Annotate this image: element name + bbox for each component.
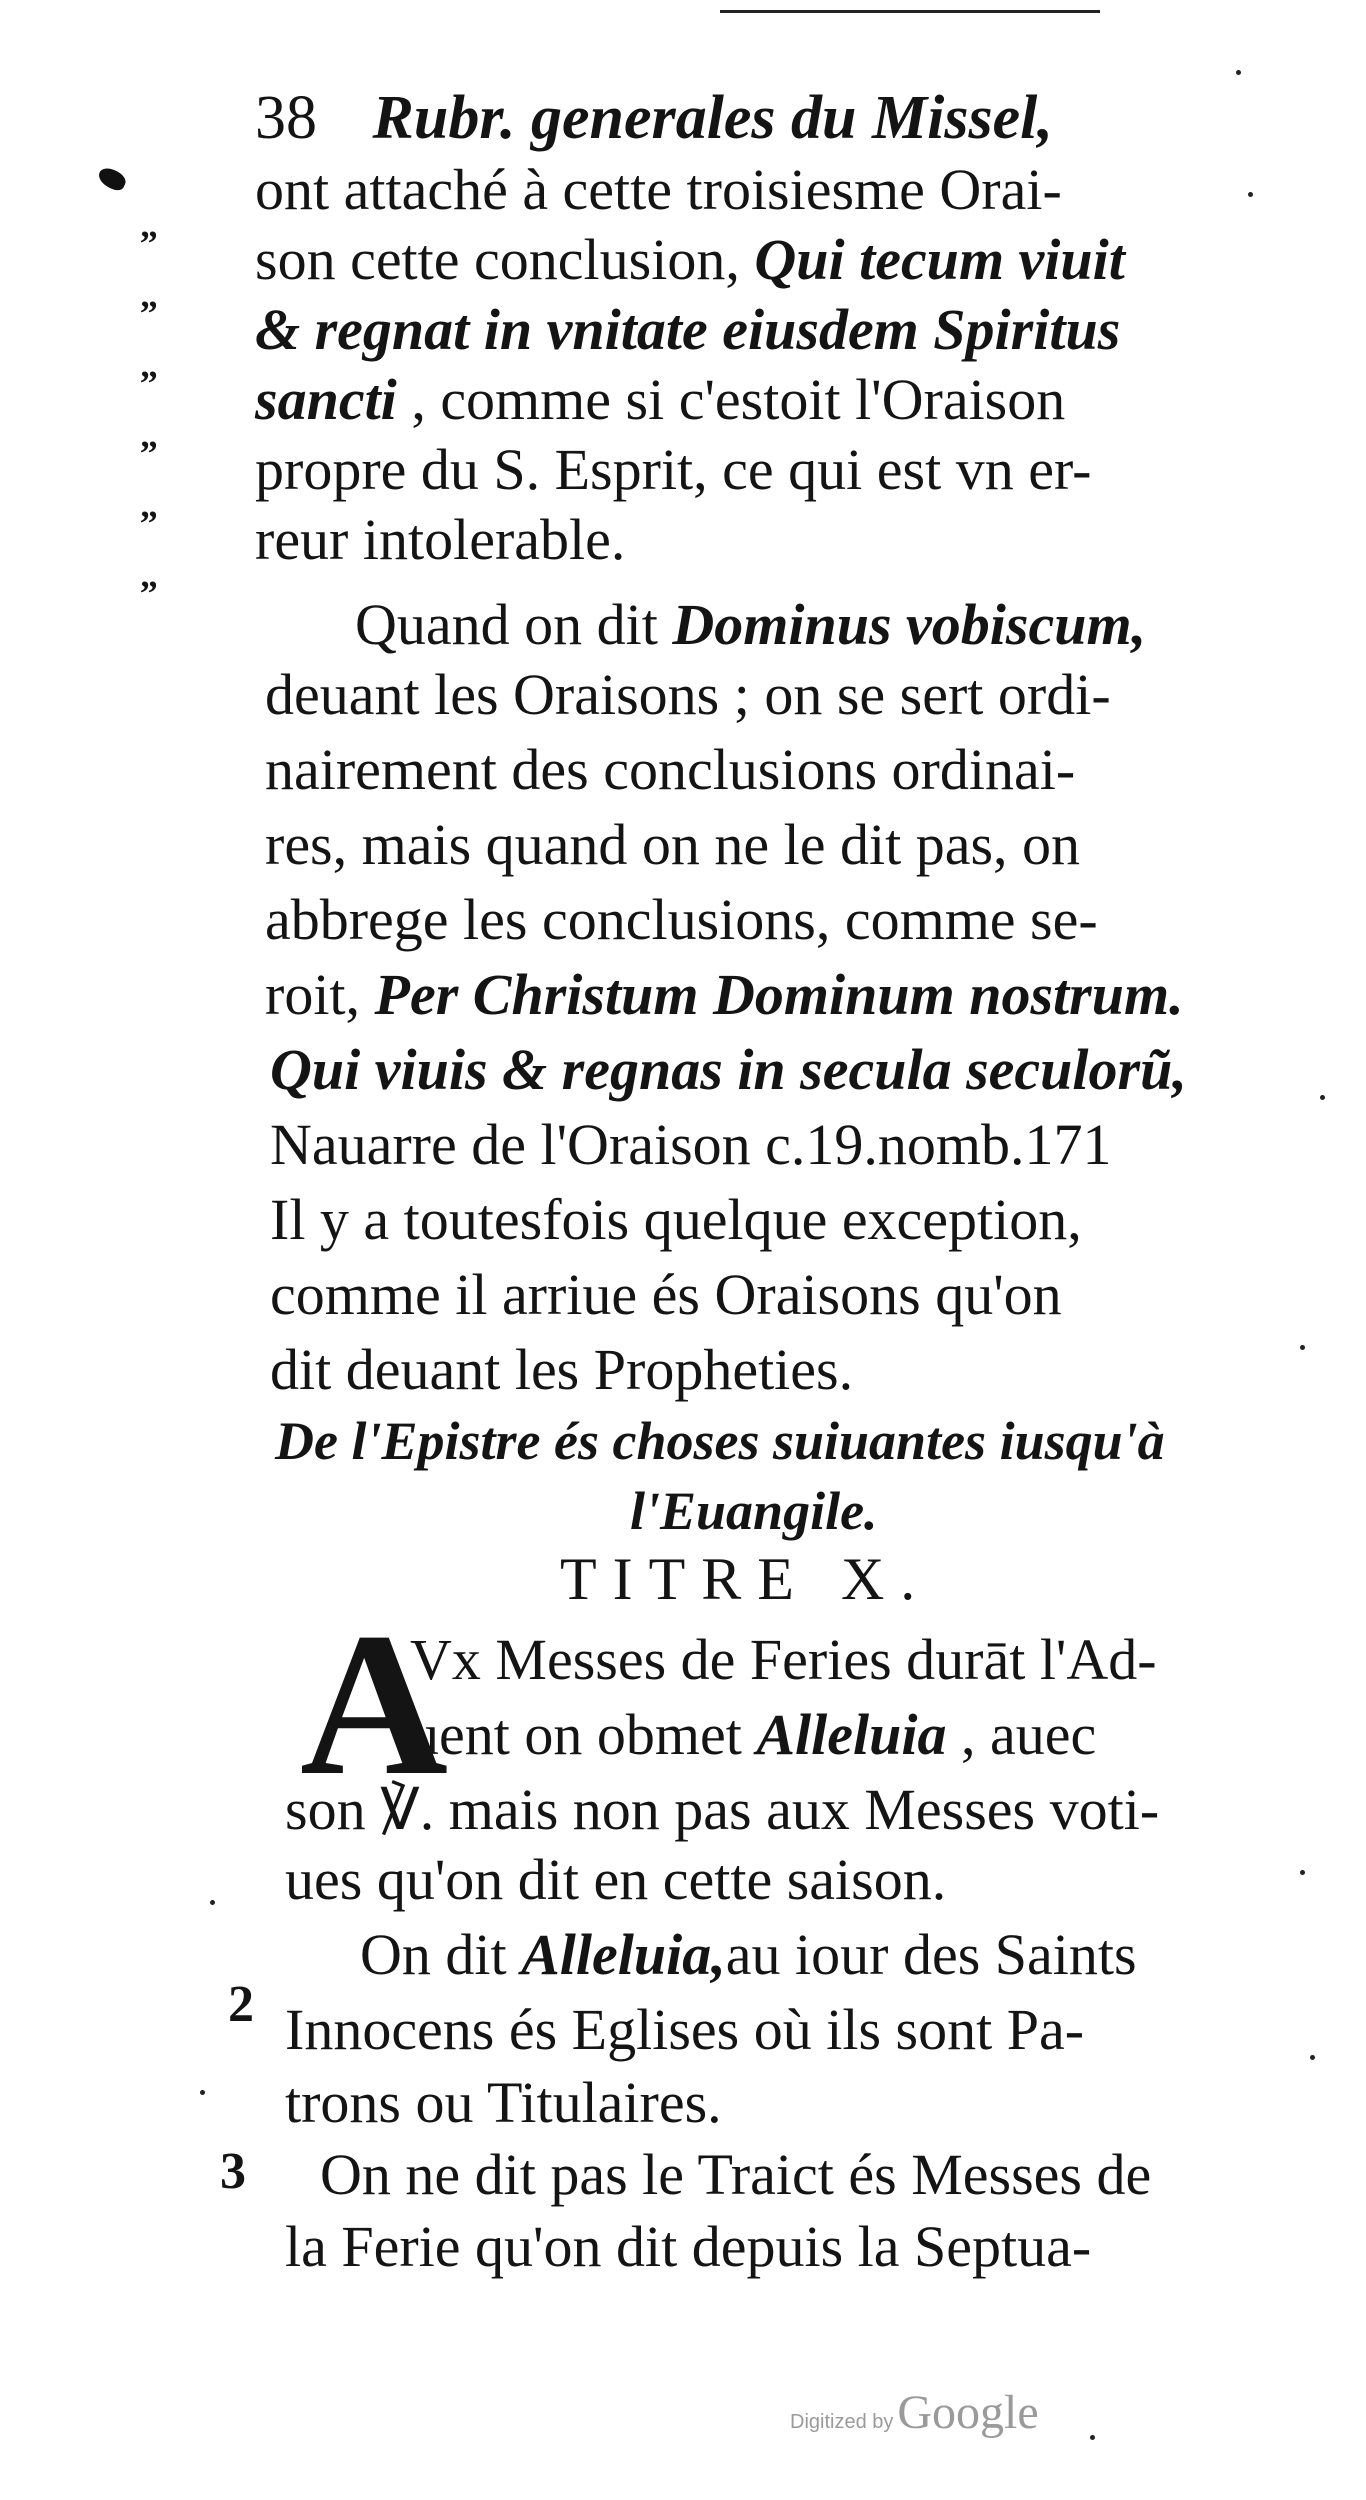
text-line: dit deuant les Propheties. xyxy=(270,1337,854,1402)
text-line: Il y a toutesfois quelque exception, xyxy=(270,1187,1082,1252)
text-line: nairement des conclusions ordinai- xyxy=(265,737,1076,802)
quote-mark: „ xyxy=(140,345,158,385)
top-edge-mark xyxy=(720,0,1100,13)
margin-number: 3 xyxy=(220,2143,246,2200)
text-line: & regnat in vnitate eiusdem Spiritus xyxy=(255,297,1121,362)
ink-speck xyxy=(1248,192,1253,197)
text-line: On dit Alleluia,au iour des Saints xyxy=(360,1922,1137,1987)
ink-speck xyxy=(1300,1870,1305,1875)
quote-mark: „ xyxy=(140,275,158,315)
text-line: deuant les Oraisons ; on se sert ordi- xyxy=(265,662,1111,727)
text-line: reur intolerable. xyxy=(255,507,626,572)
text-line: Innocens és Eglises où ils sont Pa- xyxy=(285,1997,1085,2062)
text-line: ont attaché à cette troisiesme Orai- xyxy=(255,157,1062,222)
ink-speck xyxy=(1310,2055,1315,2060)
text-line: comme il arriue és Oraisons qu'on xyxy=(270,1262,1062,1327)
text-line: roit, Per Christum Dominum nostrum. xyxy=(265,962,1184,1027)
ink-speck xyxy=(200,2090,205,2095)
text-line: trons ou Titulaires. xyxy=(285,2070,722,2135)
text-line: propre du S. Esprit, ce qui est vn er- xyxy=(255,437,1092,502)
quote-mark: „ xyxy=(140,485,158,525)
section-heading-continued: l'Euangile. xyxy=(630,1481,878,1541)
text-line: Vx Messes de Feries durāt l'Ad- xyxy=(410,1627,1157,1692)
drop-cap: A xyxy=(300,1591,449,1818)
page-header xyxy=(255,78,1053,158)
text-line: On ne dit pas le Traict és Messes de xyxy=(320,2142,1152,2207)
text-line: Nauarre de l'Oraison c.19.nomb.171 xyxy=(270,1112,1112,1177)
quote-mark: „ xyxy=(140,415,158,455)
text-line: sancti , comme si c'estoit l'Oraison xyxy=(255,367,1066,432)
ink-speck xyxy=(1320,1095,1325,1100)
chapter-title: TITRE X. xyxy=(560,1546,932,1612)
ink-speck xyxy=(1236,70,1241,75)
section-heading: De l'Epistre és choses suiuantes iusqu'à xyxy=(275,1411,1165,1471)
ink-speck xyxy=(210,1900,215,1905)
text-line: res, mais quand on ne le dit pas, on xyxy=(265,812,1081,877)
page-number: 38 xyxy=(255,84,317,152)
ink-speck xyxy=(1300,1345,1305,1350)
ink-blot xyxy=(96,165,129,193)
text-line: abbrege les conclusions, comme se- xyxy=(265,887,1098,952)
running-title: Rubr. generales du Missel, xyxy=(372,84,1053,152)
text-line: ues qu'on dit en cette saison. xyxy=(285,1847,947,1912)
quote-mark: „ xyxy=(140,205,158,245)
text-line: son cette conclusion, Qui tecum viuit xyxy=(255,227,1125,292)
text-line: la Ferie qu'on dit depuis la Septua- xyxy=(285,2214,1092,2279)
text-line: Quand on dit Dominus vobiscum, xyxy=(355,592,1147,657)
quote-mark: „ xyxy=(140,555,158,595)
digitized-watermark xyxy=(790,2385,1039,2440)
ink-speck xyxy=(1090,2435,1095,2440)
text-line: Qui viuis & regnas in secula seculorũ, xyxy=(270,1037,1187,1102)
margin-number: 2 xyxy=(228,1976,254,2033)
digitized-label: Digitized by xyxy=(790,2411,894,2433)
text-line: son ℣. mais non pas aux Messes voti- xyxy=(285,1777,1160,1842)
text-line: uent on obmet Alleluia , auec xyxy=(410,1702,1097,1767)
google-logo: Google xyxy=(897,2386,1039,2439)
